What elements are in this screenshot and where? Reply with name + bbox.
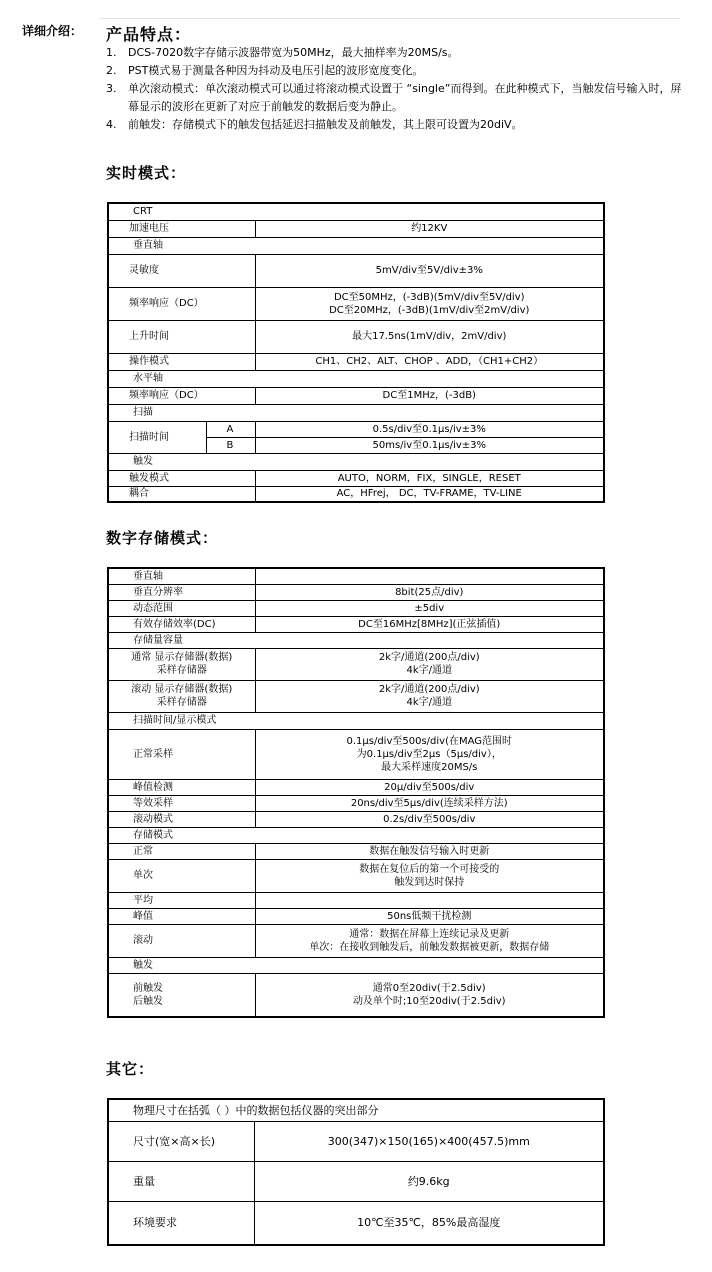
sweep-header: 扫描 xyxy=(108,404,604,421)
feature-item: 4. 前触发：存储模式下的触发包括延迟扫描触发及前触发，其上限可设置为20diV。 xyxy=(106,118,523,131)
capacity-header: 存储量容量 xyxy=(108,632,604,648)
features-list xyxy=(106,44,686,134)
realtime-table: CRT 加速电压 约12KV 垂直轴 灵敏度 5mV/div至5V/div±3% 频率响应（DC） DC至50MHz，(-3dB)(5mV/div至5V/div) DC至20MHz，(-3dB)(1mV/div至2mV/div) 上升时间 最大17.5ns(1mV/div，2mV/div) 操作模式 CH1、CH2、ALT、CHOP 、ADD，（CH1+CH2） 水平轴 频率响应（DC） DC至1MHz，(-3dB) 扫描 扫描时间 A 0.5s/div至0.1μs/iv±3% B 50ms/iv至0.1μs/iv±3% 触发 触发模式 AUTO，NORM，FIX，SINGLE，RESET 耦合 AC，HFrej， DC，TV-FRAME，TV-LINE xyxy=(107,202,605,503)
feature-item: 3. 单次滚动模式：单次滚动模式可以通过将滚动模式设置于 “single”而得到。在此种模式下，当触发信号输入时，屏幕显示的波形在更新了对应于前触发的数据后变为静止。 xyxy=(106,82,682,113)
other-note: 物理尺寸在括弧（ ）中的数据包括仪器的突出部分 xyxy=(108,1099,604,1121)
vertical-header: 垂直轴 xyxy=(108,237,604,254)
other-table: 物理尺寸在括弧（ ）中的数据包括仪器的突出部分 尺寸(宽×高×长) 300(347)×150(165)×400(457.5)mm 重量 约9.6kg 环境要求 10℃至35℃，85%最高湿度 xyxy=(107,1098,605,1246)
features-title: 产品特点： xyxy=(106,25,192,44)
top-divider xyxy=(100,18,680,19)
other-title: 其它： xyxy=(106,1060,155,1078)
feature-item: 1. DCS-7020数字存储示波器带宽为50MHz，最大抽样率为20MS/s。 xyxy=(106,46,459,59)
digital-title: 数字存储模式： xyxy=(106,529,219,547)
sweep-display-header: 扫描时间/显示模式 xyxy=(108,712,604,729)
crt-row: CRT xyxy=(108,203,604,220)
feature-item: 2. PST模式易于测量各种因为抖动及电压引起的波形宽度变化。 xyxy=(106,64,424,77)
realtime-title: 实时模式： xyxy=(106,164,187,182)
detail-label: 详细介绍： xyxy=(22,24,83,38)
digital-table: 垂直轴 垂直分辨率 8bit(25点/div) 动态范围 ±5div 有效存储效率(DC) DC至16MHz[8MHz](正弦插值) 存储量容量 通常 显示存储器(数据) 采样存储器 2k字/通道(200点/div) 4k字/通道 滚动 显示存储器(数据) 采样存储器 2k字/通道(200点/div) 4k字/通道 扫描时间/显示模式 正常采样 0.1μs/div至500s/div(在MAG范围时 为0.1μs/div至2μs（5μs/div）， 最大采样速度20MS/s 峰值检测 20μ/div至500s/div 等效采样 20ns/div至5μs/div(连续采样方法) 滚动模式 0.2s/div至500s/div 存储模式 正常 数据在触发信号输入时更新 单次 数据在复位后的第一个可接受的 触发到达时保持 平均 峰值 50ns低频干扰检测 滚动 通常：数据在屏幕上连续记录及更新 单次：在接收到触发后，前触发数据被更新，数据存储 触发 前触发 后触发 通常0至20div(于2.5div) 动及单个时;10至20div(于2.5div) xyxy=(107,567,605,1018)
horizontal-header: 水平轴 xyxy=(108,370,604,387)
digital-trigger-header: 触发 xyxy=(108,957,604,973)
storage-mode-header: 存储模式 xyxy=(108,827,604,843)
trigger-header: 触发 xyxy=(108,453,604,470)
